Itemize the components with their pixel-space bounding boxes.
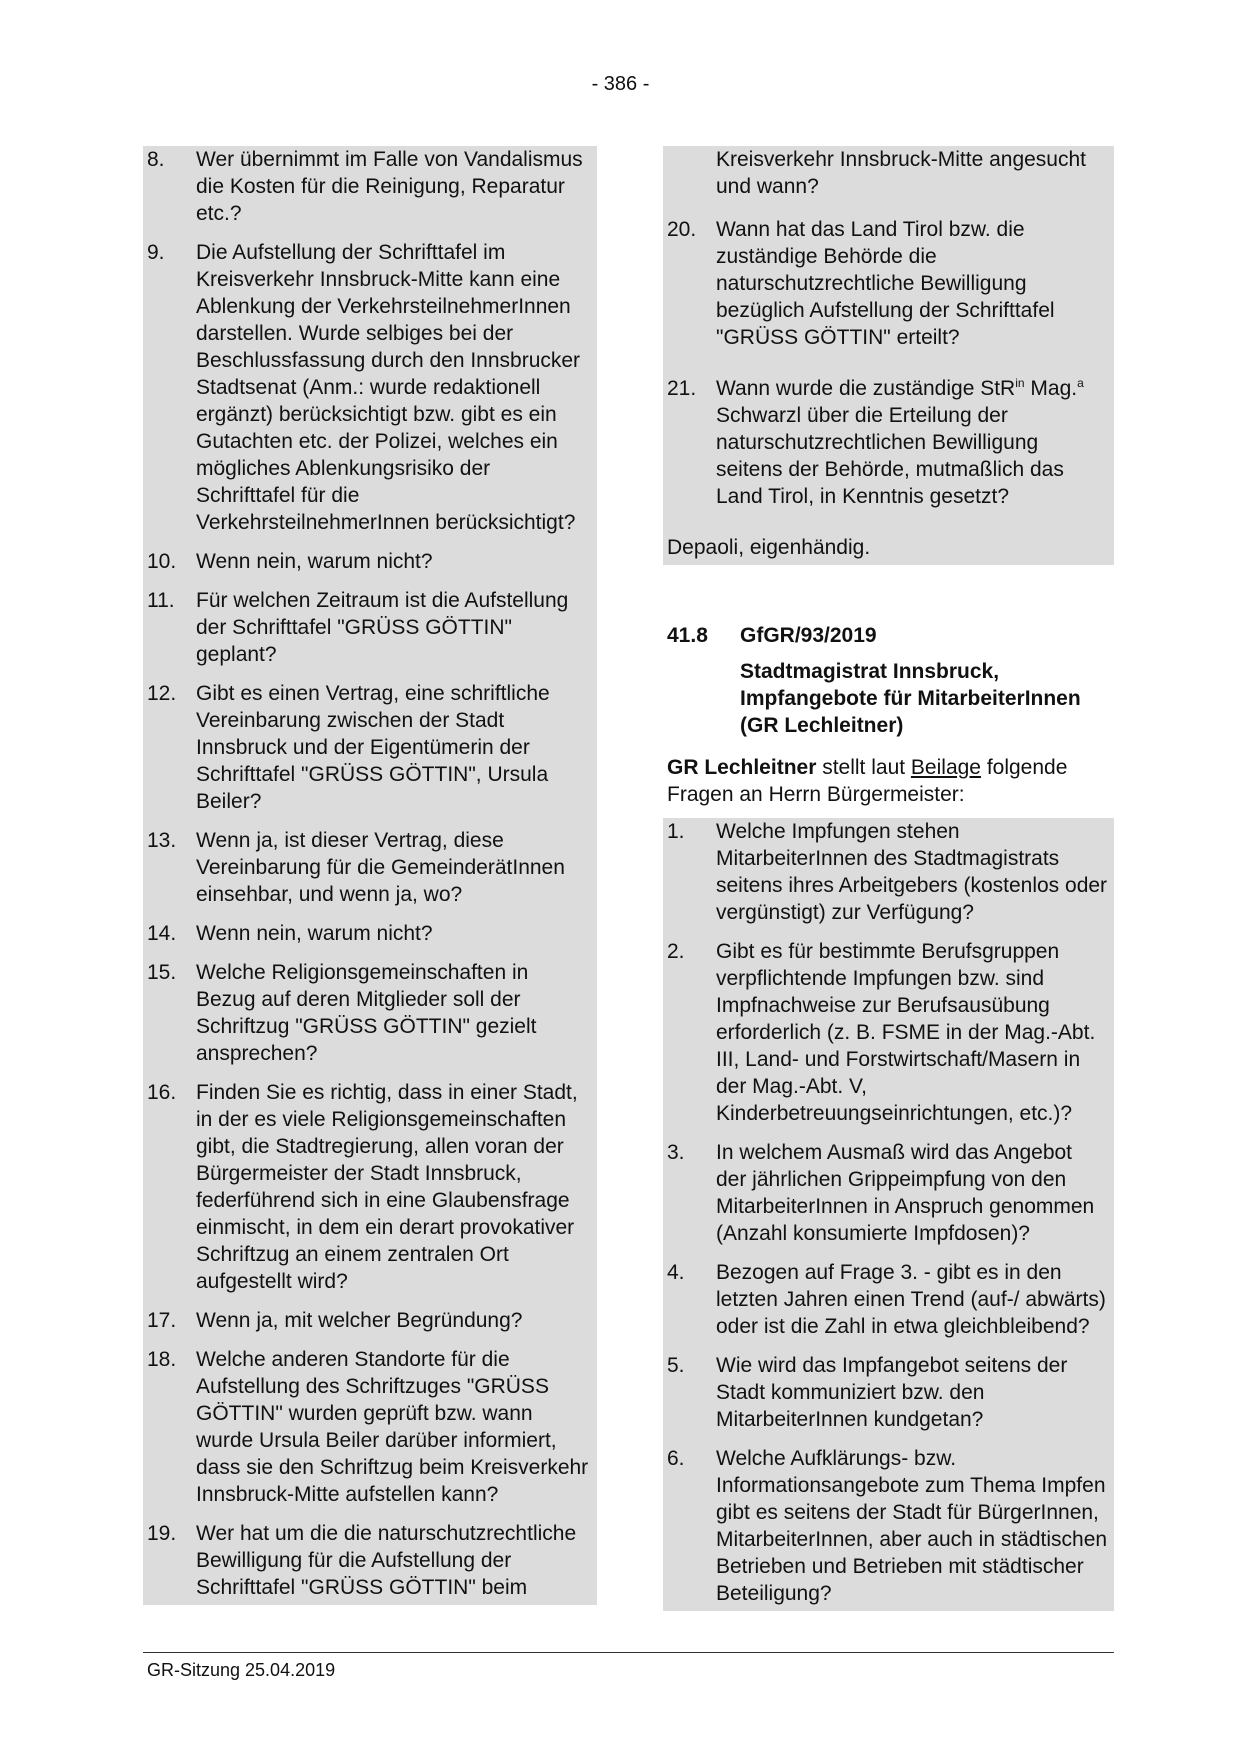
item-text: Welche anderen Standorte für die Aufstellung des Schriftzuges "GRÜSS GÖTTIN" wurden geprüft bzw. wann wurde Ursula Beiler darüber informiert, dass sie den Schriftzug beim Kreisverkehr Innsbruck-Mitte aufstellen kann?	[196, 1348, 589, 1506]
item-number: 12.	[147, 682, 177, 705]
item-text: Die Aufstellung der Schrifttafel im Kreisverkehr Innsbruck-Mitte kann eine Ablenkung der VerkehrsteilnehmerInnen darstellen. Wurde selbiges bei der Beschlussfassung durch den Innsbrucker Stadtsenat (Anm.: wurde redaktionell ergänzt) berücksichtigt bzw. gibt es ein Gutachten etc. der Polizei, welches ein mögliches Ablenkungsrisiko der Schrifttafel für die VerkehrsteilnehmerInnen berücksichtigt?	[196, 241, 581, 534]
item-number: 16.	[147, 1081, 177, 1104]
question-list-right	[663, 818, 1114, 1611]
item-text: Für welchen Zeitraum ist die Aufstellung der Schrifttafel "GRÜSS GÖTTIN" geplant?	[196, 589, 569, 666]
question-list-left	[143, 146, 597, 1605]
item-number: 20.	[667, 218, 697, 241]
list-item	[143, 959, 597, 1079]
list-item	[143, 587, 597, 680]
list-item	[663, 1352, 1114, 1445]
item-text: Wenn nein, warum nicht?	[196, 922, 433, 945]
footer-text: GR-Sitzung 25.04.2019	[147, 1660, 336, 1680]
item-number: 18.	[147, 1348, 177, 1371]
signature: Depaoli, eigenhändig.	[667, 536, 871, 559]
item-number: 17.	[147, 1309, 177, 1332]
section-title: Stadtmagistrat Innsbruck, Impfangebote für MitarbeiterInnen (GR Lechleitner)	[740, 660, 1081, 737]
list-item	[143, 680, 597, 827]
item-number: 19.	[147, 1522, 177, 1545]
item-number: 4.	[667, 1261, 685, 1284]
superscript: in	[1015, 376, 1025, 390]
item-number: 6.	[667, 1447, 685, 1470]
page-number: - 386 -	[591, 73, 650, 95]
item-text: Wenn nein, warum nicht?	[196, 550, 433, 573]
right-column	[663, 146, 1114, 1611]
item-number: 5.	[667, 1354, 685, 1377]
intro-paragraph: GR Lechleitner stellt laut Beilage folgende Fragen an Herrn Bürgermeister:	[667, 756, 1068, 806]
item-text: Welche Aufklärungs- bzw. Informationsangebote zum Thema Impfen gibt es seitens der Stadt für BürgerInnen, MitarbeiterInnen, aber auch in städtischen Betrieben und Betrieben mit städtischer Beteiligung?	[716, 1447, 1108, 1605]
left-column	[143, 146, 597, 1605]
item-number: 9.	[147, 241, 165, 264]
list-item	[143, 827, 597, 920]
item-text: Gibt es für bestimmte Berufsgruppen verpflichtende Impfungen bzw. sind Impfnachweise zur Berufsausübung erforderlich (z. B. FSME in der Mag.-Abt. III, Land- und Forstwirtschaft/Masern in der Mag.-Abt. V, Kinderbetreuungseinrichtungen, etc.)?	[716, 940, 1096, 1125]
list-item	[663, 938, 1114, 1139]
item-number: 11.	[147, 589, 175, 612]
item-number: 10.	[147, 550, 177, 573]
list-item	[143, 548, 597, 587]
item-number: 15.	[147, 961, 177, 984]
item-text: Wann wurde die zuständige StR$^{in}$ Mag.$^a$ Schwarzl über die Erteilung der naturschutzrechtlichen Bewilligung seitens der Behörde, mutmaßlich das Land Tirol, in Kenntnis gesetzt?	[716, 376, 1084, 508]
item-number: 14.	[147, 922, 177, 945]
list-item	[663, 216, 1114, 363]
beilage-link[interactable]: Beilage	[910, 756, 981, 779]
superscript: a	[1077, 376, 1084, 390]
list-item	[143, 1520, 597, 1601]
item-text: Wer hat um die die naturschutzrechtliche Bewilligung für die Aufstellung der Schrifttafel "GRÜSS GÖTTIN" beim	[196, 1522, 577, 1599]
list-item	[663, 363, 1114, 522]
item-number: 13.	[147, 829, 177, 852]
list-item	[143, 146, 597, 239]
section-code: GfGR/93/2019	[740, 624, 877, 647]
footer-divider	[143, 1652, 1114, 1653]
list-item	[663, 1139, 1114, 1259]
item-text: Wenn ja, mit welcher Begründung?	[196, 1309, 523, 1332]
item-number: 1.	[667, 820, 685, 843]
item-text: Welche Impfungen stehen MitarbeiterInnen des Stadtmagistrats seitens ihres Arbeitgebers (kostenlos oder vergünstigt) zur Verfügung?	[716, 820, 1108, 924]
list-item	[663, 818, 1114, 938]
list-item	[143, 1307, 597, 1346]
section-number: 41.8	[667, 624, 708, 647]
list-item	[143, 1346, 597, 1520]
item-text: Wie wird das Impfangebot seitens der Stadt kommuniziert bzw. den MitarbeiterInnen kundgetan?	[716, 1354, 1068, 1431]
list-item	[143, 239, 597, 548]
question-list-continued	[663, 146, 1114, 565]
item-text: Wer übernimmt im Falle von Vandalismus die Kosten für die Reinigung, Reparatur etc.?	[196, 148, 583, 225]
list-item	[663, 1259, 1114, 1352]
intro-name: GR Lechleitner	[667, 756, 817, 779]
section-heading	[663, 622, 1114, 649]
item-text: Wenn ja, ist dieser Vertrag, diese Vereinbarung für die GemeinderätInnen einsehbar, und wenn ja, wo?	[196, 829, 565, 906]
list-item	[143, 920, 597, 959]
item-number: 8.	[147, 148, 165, 171]
item-text: In welchem Ausmaß wird das Angebot der jährlichen Grippeimpfung von den MitarbeiterInnen in Anspruch genommen (Anzahl konsumierte Impfdosen)?	[716, 1141, 1095, 1245]
item-number: 2.	[667, 940, 685, 963]
list-item	[143, 1079, 597, 1307]
item-text: Welche Religionsgemeinschaften in Bezug auf deren Mitglieder soll der Schriftzug "GRÜSS GÖTTIN" gezielt ansprechen?	[196, 961, 537, 1065]
item-number: 3.	[667, 1141, 685, 1164]
item-text: Finden Sie es richtig, dass in einer Stadt, in der es viele Religionsgemeinschaften gibt, die Stadtregierung, allen voran der Bürgermeister der Stadt Innsbruck, federführend sich in eine Glaubensfrage einmischt, in dem ein derart provokativer Schriftzug an einem zentralen Ort aufgestellt wird?	[196, 1081, 578, 1293]
list-item	[663, 1445, 1114, 1607]
item-text: Bezogen auf Frage 3. - gibt es in den letzten Jahren einen Trend (auf-/ abwärts) oder ist die Zahl in etwa gleichbleibend?	[716, 1261, 1106, 1338]
continuation-text: Kreisverkehr Innsbruck-Mitte angesucht und wann?	[716, 148, 1086, 198]
item-number: 21.	[667, 377, 697, 400]
item-text: Gibt es einen Vertrag, eine schriftliche Vereinbarung zwischen der Stadt Innsbruck und der Eigentümerin der Schrifttafel "GRÜSS GÖTTIN", Ursula Beiler?	[196, 682, 550, 813]
item-text: Wann hat das Land Tirol bzw. die zuständige Behörde die naturschutzrechtliche Bewilligung bezüglich Aufstellung der Schrifttafel "GRÜSS GÖTTIN" erteilt?	[716, 218, 1055, 349]
